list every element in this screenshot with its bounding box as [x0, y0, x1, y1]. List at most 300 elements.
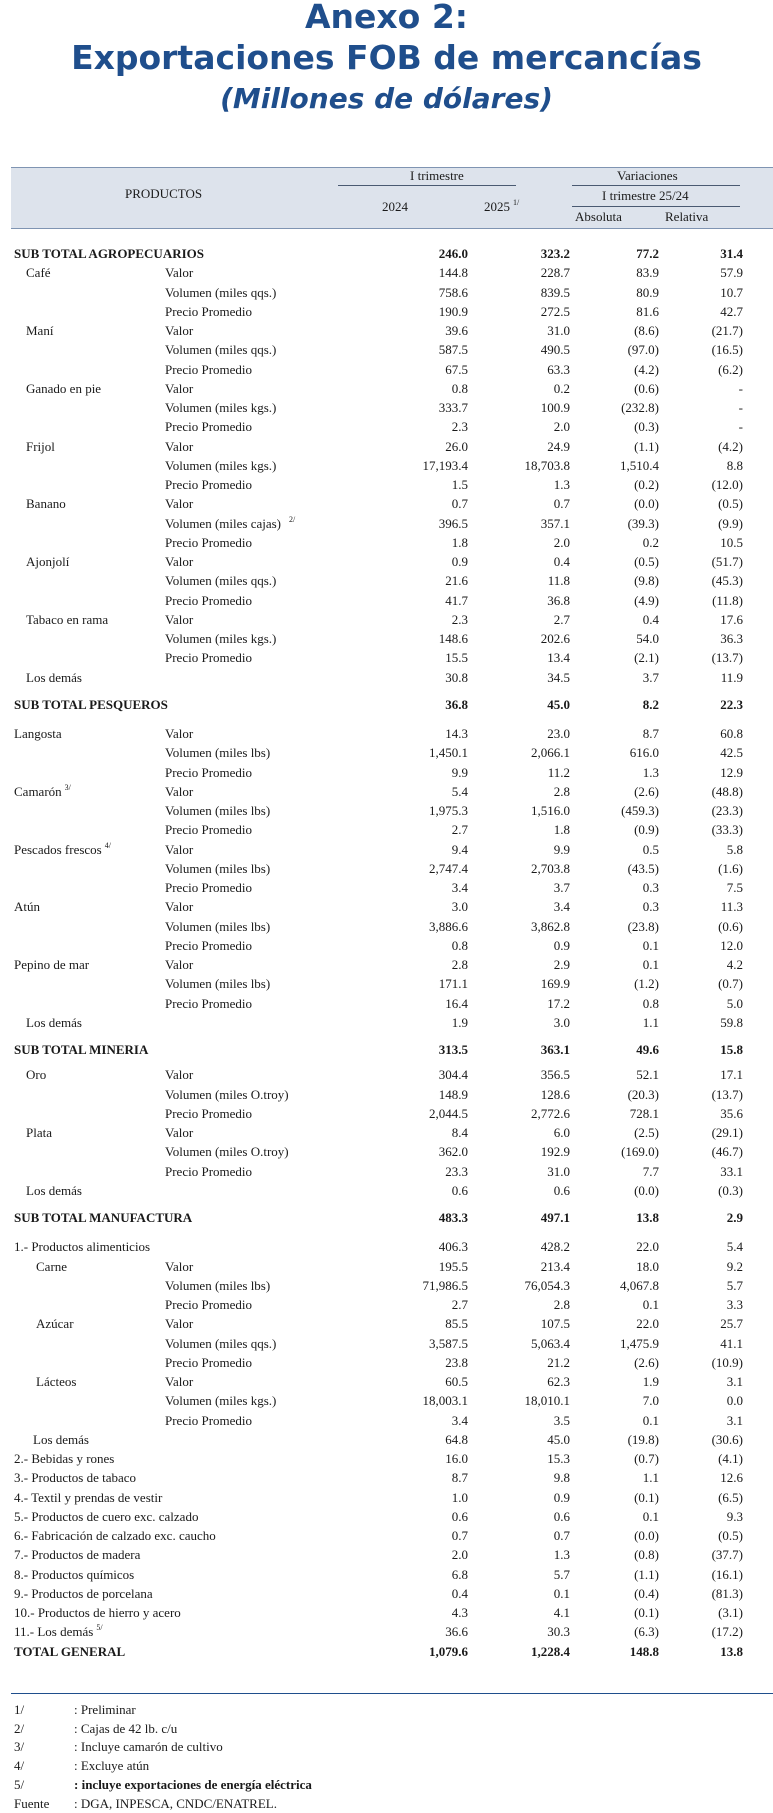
value-2025: 169.9: [540, 976, 570, 992]
variation-absolute: 0.1: [642, 1508, 659, 1524]
row-measure: Valor: [165, 438, 194, 454]
variation-relative: (6.2): [718, 361, 743, 377]
row-measure: Volumen (miles qqs.): [165, 284, 277, 300]
value-2024: 64.8: [445, 1431, 468, 1447]
row-measure: Precio Promedio: [165, 822, 253, 838]
value-2025: 3.7: [553, 880, 570, 895]
row-product: Pescados frescos $^{4/}$: [14, 840, 111, 857]
value-2024: 8.7: [451, 1470, 468, 1486]
variation-absolute: 1.9: [642, 1374, 659, 1389]
value-2025: 497.1: [540, 1210, 570, 1225]
variation-relative: 11.3: [720, 899, 743, 915]
variation-relative: (0.7): [718, 976, 743, 992]
value-2025: 839.5: [540, 284, 570, 300]
table-row: [0, 475, 773, 494]
value-2025: 0.4: [553, 554, 570, 569]
row-product: Maní: [26, 323, 54, 338]
row-product: SUB TOTAL MANUFACTURA: [14, 1210, 193, 1225]
table-row: [0, 1430, 773, 1449]
row-measure: Volumen (miles qqs.): [165, 342, 277, 358]
value-2025: 23.0: [547, 726, 570, 741]
variation-absolute: (0.5): [634, 554, 659, 569]
value-2025: 107.5: [540, 1316, 570, 1332]
variation-absolute: (4.9): [634, 592, 659, 608]
footnote-key: Fuente: [14, 1795, 50, 1811]
row-measure: Precio Promedio: [165, 650, 253, 666]
value-2024: 190.9: [438, 303, 468, 319]
value-2024: 1.0: [451, 1489, 468, 1505]
variation-absolute: (0.1): [634, 1605, 659, 1620]
table-row: [0, 1181, 773, 1200]
value-2024: 362.0: [438, 1144, 468, 1160]
variation-absolute: 52.1: [636, 1067, 659, 1083]
row-product: Los demás: [26, 669, 82, 685]
value-2025: 2,703.8: [531, 860, 570, 876]
footnote-text: : Cajas de 42 lb. c/u: [74, 1720, 178, 1736]
variation-relative: 33.1: [720, 1163, 743, 1179]
row-product: SUB TOTAL PESQUEROS: [14, 696, 168, 712]
value-2024: 16.4: [445, 995, 468, 1011]
value-2024: 0.8: [451, 380, 468, 396]
row-measure: Valor: [165, 323, 194, 338]
variation-absolute: 0.3: [642, 899, 659, 915]
value-2025: 1.8: [553, 822, 570, 838]
variation-absolute: 1,510.4: [620, 457, 659, 473]
value-2024: 85.5: [445, 1316, 468, 1332]
row-measure: Precio Promedio: [165, 1412, 253, 1428]
table-row: [0, 1468, 773, 1487]
variation-absolute: 616.0: [629, 745, 659, 761]
variation-absolute: (2.1): [634, 650, 659, 666]
table-row: [0, 878, 773, 897]
row-product: 8.- Productos químicos: [14, 1566, 135, 1582]
variation-relative: (11.8): [712, 592, 743, 608]
table-row: [0, 994, 773, 1013]
variation-absolute: (39.3): [627, 515, 659, 531]
value-2025: 5,063.4: [531, 1335, 570, 1351]
value-2024: 148.9: [438, 1086, 468, 1102]
variation-relative: (21.7): [711, 323, 743, 338]
row-measure: Precio Promedio: [165, 477, 253, 492]
table-row: [0, 263, 773, 282]
value-2024: 60.5: [445, 1374, 468, 1389]
value-2024: 5.4: [451, 783, 468, 799]
variation-absolute: 49.6: [636, 1042, 659, 1057]
variation-absolute: 0.5: [642, 841, 659, 857]
variation-absolute: 728.1: [629, 1105, 659, 1121]
row-product: 7.- Productos de madera: [14, 1547, 141, 1563]
value-2025: 357.1: [540, 515, 570, 531]
variation-absolute: (0.4): [634, 1585, 659, 1601]
value-2025: 0.7: [553, 496, 570, 512]
variation-absolute: (0.3): [634, 419, 659, 435]
value-2024: 1,079.6: [429, 1643, 468, 1659]
value-2024: 1.5: [451, 477, 468, 492]
value-2025: 272.5: [540, 303, 570, 319]
table-row: [0, 379, 773, 398]
value-2024: 3.0: [451, 899, 468, 915]
footnote-text: : Excluye atún: [74, 1758, 150, 1774]
value-2025: 5.7: [553, 1566, 570, 1582]
row-measure: Precio Promedio: [165, 1354, 253, 1370]
row-product: SUB TOTAL AGROPECUARIOS: [14, 246, 204, 261]
value-2024: 30.8: [445, 669, 468, 685]
variation-relative: 36.3: [720, 631, 743, 646]
value-2024: 406.3: [438, 1239, 468, 1255]
variation-absolute: (459.3): [621, 803, 659, 818]
variation-relative: (51.7): [711, 554, 743, 569]
value-2024: 0.7: [451, 1528, 468, 1543]
variation-relative: (16.5): [711, 342, 743, 358]
variation-relative: (4.2): [718, 438, 743, 454]
value-2025: 2,772.6: [531, 1105, 570, 1121]
variation-absolute: (0.2): [634, 477, 659, 492]
value-2025: 76,054.3: [524, 1277, 570, 1293]
table-row: [0, 1526, 773, 1545]
variation-relative: (0.3): [718, 1182, 743, 1198]
table-row-subtotal: [0, 695, 773, 714]
row-measure: Valor: [165, 554, 194, 569]
row-measure: Precio Promedio: [165, 361, 253, 377]
table-row: [0, 668, 773, 687]
value-2024: 3,886.6: [429, 918, 468, 934]
row-product: 11.- Los demás $^{5/}$: [14, 1623, 103, 1640]
table-row: [0, 533, 773, 552]
variation-absolute: 8.2: [642, 696, 659, 712]
value-2025: 34.5: [547, 669, 570, 685]
value-2025: 0.1: [553, 1585, 570, 1601]
value-2025: 11.2: [547, 764, 570, 780]
value-2024: 0.4: [451, 1585, 468, 1601]
row-measure: Valor: [165, 726, 194, 741]
value-2024: 2,044.5: [429, 1105, 468, 1121]
variation-relative: -: [738, 380, 743, 396]
table-row: [0, 955, 773, 974]
variation-relative: -: [738, 419, 743, 435]
value-2025: 6.0: [553, 1125, 570, 1140]
variation-absolute: 0.3: [642, 880, 659, 895]
value-2025: 18,010.1: [524, 1393, 570, 1409]
row-measure: Volumen (miles qqs.): [165, 573, 277, 589]
row-measure: Valor: [165, 380, 194, 396]
value-2024: 16.0: [445, 1451, 468, 1466]
value-2024: 171.1: [438, 976, 468, 992]
row-product-footnote: 5/: [96, 1623, 103, 1633]
table-bottom-rule: [11, 1693, 773, 1694]
table-row: [0, 840, 773, 859]
header-rule-trimestre: [338, 185, 516, 186]
value-2024: 9.9: [451, 764, 468, 780]
variation-absolute: 4,067.8: [620, 1277, 659, 1293]
value-2024: 2,747.4: [429, 860, 468, 876]
footnote-key: 2/: [14, 1720, 25, 1736]
value-2025: 1.3: [553, 477, 570, 492]
row-measure: Volumen (miles cajas) $^{2/}$: [165, 514, 296, 531]
value-2024: 1,450.1: [429, 745, 468, 761]
row-measure: Valor: [165, 1258, 194, 1274]
table-row: [0, 1622, 773, 1641]
variation-absolute: 148.8: [629, 1643, 659, 1659]
table-row: [0, 437, 773, 456]
header-absoluta: Absoluta: [575, 209, 622, 224]
table-row: [0, 321, 773, 340]
variation-relative: (48.8): [711, 783, 743, 799]
variation-relative: 7.5: [726, 880, 743, 895]
variation-absolute: 0.4: [642, 611, 659, 627]
row-measure: Volumen (miles lbs): [165, 803, 271, 818]
value-2024: 2.7: [451, 1297, 468, 1312]
variation-relative: (29.1): [711, 1125, 743, 1140]
title-line-2: Exportaciones FOB de mercancías: [71, 38, 702, 77]
row-product: 3.- Productos de tabaco: [14, 1470, 137, 1486]
value-2024: 36.6: [445, 1624, 468, 1640]
value-2025: 213.4: [540, 1258, 570, 1274]
value-2024: 2.8: [451, 957, 468, 972]
title-line-1: Anexo 2:: [304, 0, 469, 36]
variation-absolute: 1.1: [642, 1014, 659, 1030]
table-row: [0, 360, 773, 379]
row-product: 1.- Productos alimenticios: [14, 1239, 151, 1255]
row-measure: Valor: [165, 783, 194, 799]
value-2025: 192.9: [540, 1144, 570, 1160]
variation-relative: 3.3: [726, 1297, 743, 1312]
header-trimestre: I trimestre: [410, 168, 464, 183]
variation-relative: 35.6: [720, 1105, 743, 1121]
variation-relative: (30.6): [711, 1431, 743, 1447]
row-measure-footnote: 2/: [289, 514, 296, 524]
row-product: Atún: [14, 899, 40, 915]
variation-relative: 8.8: [726, 457, 743, 473]
row-measure: Valor: [165, 1316, 194, 1332]
variation-relative: (0.6): [718, 918, 743, 934]
variation-relative: (23.3): [711, 803, 743, 818]
table-row: [0, 1449, 773, 1468]
variation-absolute: 0.1: [642, 1412, 659, 1428]
value-2024: 9.4: [451, 841, 468, 857]
variation-relative: (33.3): [711, 822, 743, 838]
table-row: [0, 1391, 773, 1410]
value-2025: 2,066.1: [531, 745, 570, 761]
table-row: [0, 974, 773, 993]
table-row: [0, 1372, 773, 1391]
row-product: 10.- Productos de hierro y acero: [14, 1605, 181, 1620]
value-2025: 45.0: [547, 696, 570, 712]
value-2025: 15.3: [547, 1451, 570, 1466]
value-2025: 45.0: [547, 1431, 570, 1447]
title-units: (Millones de dólares): [220, 82, 553, 115]
variation-absolute: 0.1: [642, 937, 659, 953]
header-rule-variaciones: [572, 185, 740, 186]
table-row-subtotal: [0, 1642, 773, 1661]
value-2024: 26.0: [445, 438, 468, 454]
row-measure: Precio Promedio: [165, 1163, 253, 1179]
variation-absolute: (0.9): [634, 822, 659, 838]
value-2024: 758.6: [438, 284, 468, 300]
value-2024: 2.3: [451, 419, 468, 435]
variation-relative: (9.9): [718, 515, 743, 531]
variation-absolute: 1.3: [642, 764, 659, 780]
variation-absolute: 7.0: [642, 1393, 659, 1409]
variation-relative: 0.0: [726, 1393, 743, 1409]
variation-relative: (0.5): [718, 1528, 743, 1543]
value-2024: 3.4: [451, 880, 468, 895]
table-row: [0, 1565, 773, 1584]
value-2025: 1,516.0: [531, 803, 570, 818]
row-measure: Volumen (miles lbs): [165, 976, 271, 992]
row-measure: Volumen (miles lbs): [165, 745, 271, 761]
table-row: [0, 1237, 773, 1256]
value-2025: 2.8: [553, 1297, 570, 1312]
variation-relative: 57.9: [720, 265, 743, 281]
table-row: [0, 763, 773, 782]
table-row: [0, 897, 773, 916]
row-product-footnote: 4/: [104, 840, 111, 850]
variation-absolute: (2.5): [634, 1125, 659, 1140]
variation-absolute: (1.1): [634, 438, 659, 454]
variation-absolute: 8.7: [642, 726, 659, 741]
row-product: Los demás: [26, 1182, 82, 1198]
value-2025: 490.5: [540, 342, 570, 358]
value-2024: 148.6: [438, 631, 468, 646]
row-measure: Valor: [165, 496, 194, 512]
variation-absolute: (2.6): [634, 1354, 659, 1370]
value-2024: 23.3: [445, 1163, 468, 1179]
variation-relative: 31.4: [720, 246, 743, 261]
row-measure: Precio Promedio: [165, 995, 253, 1011]
footnote-text: : Preliminar: [74, 1702, 136, 1717]
value-2024: 195.5: [438, 1258, 468, 1274]
value-2024: 313.5: [438, 1042, 468, 1057]
variation-absolute: 7.7: [642, 1163, 659, 1179]
row-measure: Precio Promedio: [165, 880, 253, 895]
value-2024: 18,003.1: [422, 1393, 468, 1409]
variation-relative: (4.1): [718, 1451, 743, 1466]
row-product: 2.- Bebidas y rones: [14, 1451, 115, 1466]
value-2025: 13.4: [547, 650, 570, 666]
row-measure: Valor: [165, 1125, 194, 1140]
header-variaciones: Variaciones: [617, 168, 678, 183]
header-productos: PRODUCTOS: [125, 186, 203, 201]
value-2025: 3,862.8: [531, 918, 570, 934]
value-2025: 30.3: [547, 1624, 570, 1640]
value-2024: 4.3: [451, 1605, 468, 1620]
value-2025: 2.0: [553, 534, 570, 550]
footnote-key: 1/: [14, 1702, 25, 1717]
variation-absolute: (232.8): [621, 400, 659, 415]
variation-absolute: 54.0: [636, 631, 659, 646]
variation-relative: 5.4: [726, 1239, 743, 1255]
variation-relative: 15.8: [720, 1042, 743, 1057]
variation-relative: (3.1): [718, 1605, 743, 1620]
table-row: [0, 1353, 773, 1372]
variation-absolute: (0.1): [634, 1489, 659, 1505]
value-2025: 100.9: [540, 400, 570, 415]
variation-relative: 11.9: [720, 669, 743, 685]
value-2024: 0.6: [451, 1182, 468, 1198]
table-row: [0, 782, 773, 801]
row-measure: Volumen (miles qqs.): [165, 1335, 277, 1351]
value-2025: 0.6: [553, 1508, 570, 1524]
value-2024: 21.6: [445, 573, 468, 589]
table-row: [0, 724, 773, 743]
variation-relative: (13.7): [711, 650, 743, 666]
table-row: [0, 1584, 773, 1603]
value-2025: 9.9: [553, 841, 570, 857]
variation-relative: 5.8: [726, 841, 743, 857]
variation-absolute: (0.0): [634, 496, 659, 512]
row-product: 5.- Productos de cuero exc. calzado: [14, 1508, 199, 1524]
value-2025: 62.3: [547, 1374, 570, 1389]
variation-relative: (37.7): [711, 1547, 743, 1563]
value-2024: 3.4: [451, 1412, 468, 1428]
value-2025: 63.3: [547, 361, 570, 377]
footnote-text: : DGA, INPESCA, CNDC/ENATREL.: [74, 1795, 277, 1811]
value-2024: 2.7: [451, 822, 468, 838]
table-row: [0, 629, 773, 648]
table-row: [0, 743, 773, 762]
row-product-footnote: 3/: [64, 782, 71, 792]
row-measure: Valor: [165, 611, 194, 627]
table-row: [0, 340, 773, 359]
row-measure: Volumen (miles kgs.): [165, 1393, 277, 1409]
variation-relative: (6.5): [718, 1489, 743, 1505]
row-product: Banano: [26, 496, 66, 512]
variation-absolute: (23.8): [627, 918, 659, 934]
row-product: TOTAL GENERAL: [14, 1643, 126, 1659]
value-2025: 128.6: [540, 1086, 570, 1102]
value-2024: 17,193.4: [422, 457, 468, 473]
row-measure: Precio Promedio: [165, 764, 253, 780]
table-row: [0, 1545, 773, 1564]
row-measure: Volumen (miles O.troy): [165, 1086, 289, 1102]
variation-relative: 60.8: [720, 726, 743, 741]
variation-relative: 13.8: [720, 1643, 743, 1659]
variation-relative: (16.1): [711, 1566, 743, 1582]
row-measure: Volumen (miles kgs.): [165, 400, 277, 415]
header-relativa: Relativa: [665, 209, 709, 224]
variation-absolute: (0.6): [634, 380, 659, 396]
variation-absolute: 1,475.9: [620, 1335, 659, 1351]
row-product: Los demás: [26, 1014, 82, 1030]
row-measure: Precio Promedio: [165, 937, 253, 953]
row-measure: Precio Promedio: [165, 1105, 253, 1121]
value-2025: 0.7: [553, 1528, 570, 1543]
row-measure: Precio Promedio: [165, 419, 253, 435]
variation-absolute: (0.0): [634, 1182, 659, 1198]
table-row: [0, 552, 773, 571]
row-measure: Valor: [165, 1067, 194, 1083]
row-measure: Valor: [165, 841, 194, 857]
table-row-subtotal: [0, 1208, 773, 1227]
row-measure: Volumen (miles O.troy): [165, 1144, 289, 1160]
table-row: [0, 1104, 773, 1123]
variation-relative: 5.7: [726, 1277, 743, 1293]
table-row: [0, 514, 773, 533]
variation-relative: 2.9: [726, 1210, 743, 1225]
row-measure: Volumen (miles lbs): [165, 860, 271, 876]
variation-absolute: 83.9: [636, 265, 659, 281]
variation-relative: 3.1: [726, 1374, 743, 1389]
table-row: [0, 1276, 773, 1295]
value-2025: 31.0: [547, 1163, 570, 1179]
row-measure: Volumen (miles kgs.): [165, 457, 277, 473]
variation-absolute: 0.2: [642, 534, 659, 550]
variation-relative: 42.5: [720, 745, 743, 761]
value-2024: 483.3: [438, 1210, 468, 1225]
variation-relative: 22.3: [720, 696, 743, 712]
value-2024: 2.0: [451, 1547, 468, 1563]
table-row: [0, 417, 773, 436]
